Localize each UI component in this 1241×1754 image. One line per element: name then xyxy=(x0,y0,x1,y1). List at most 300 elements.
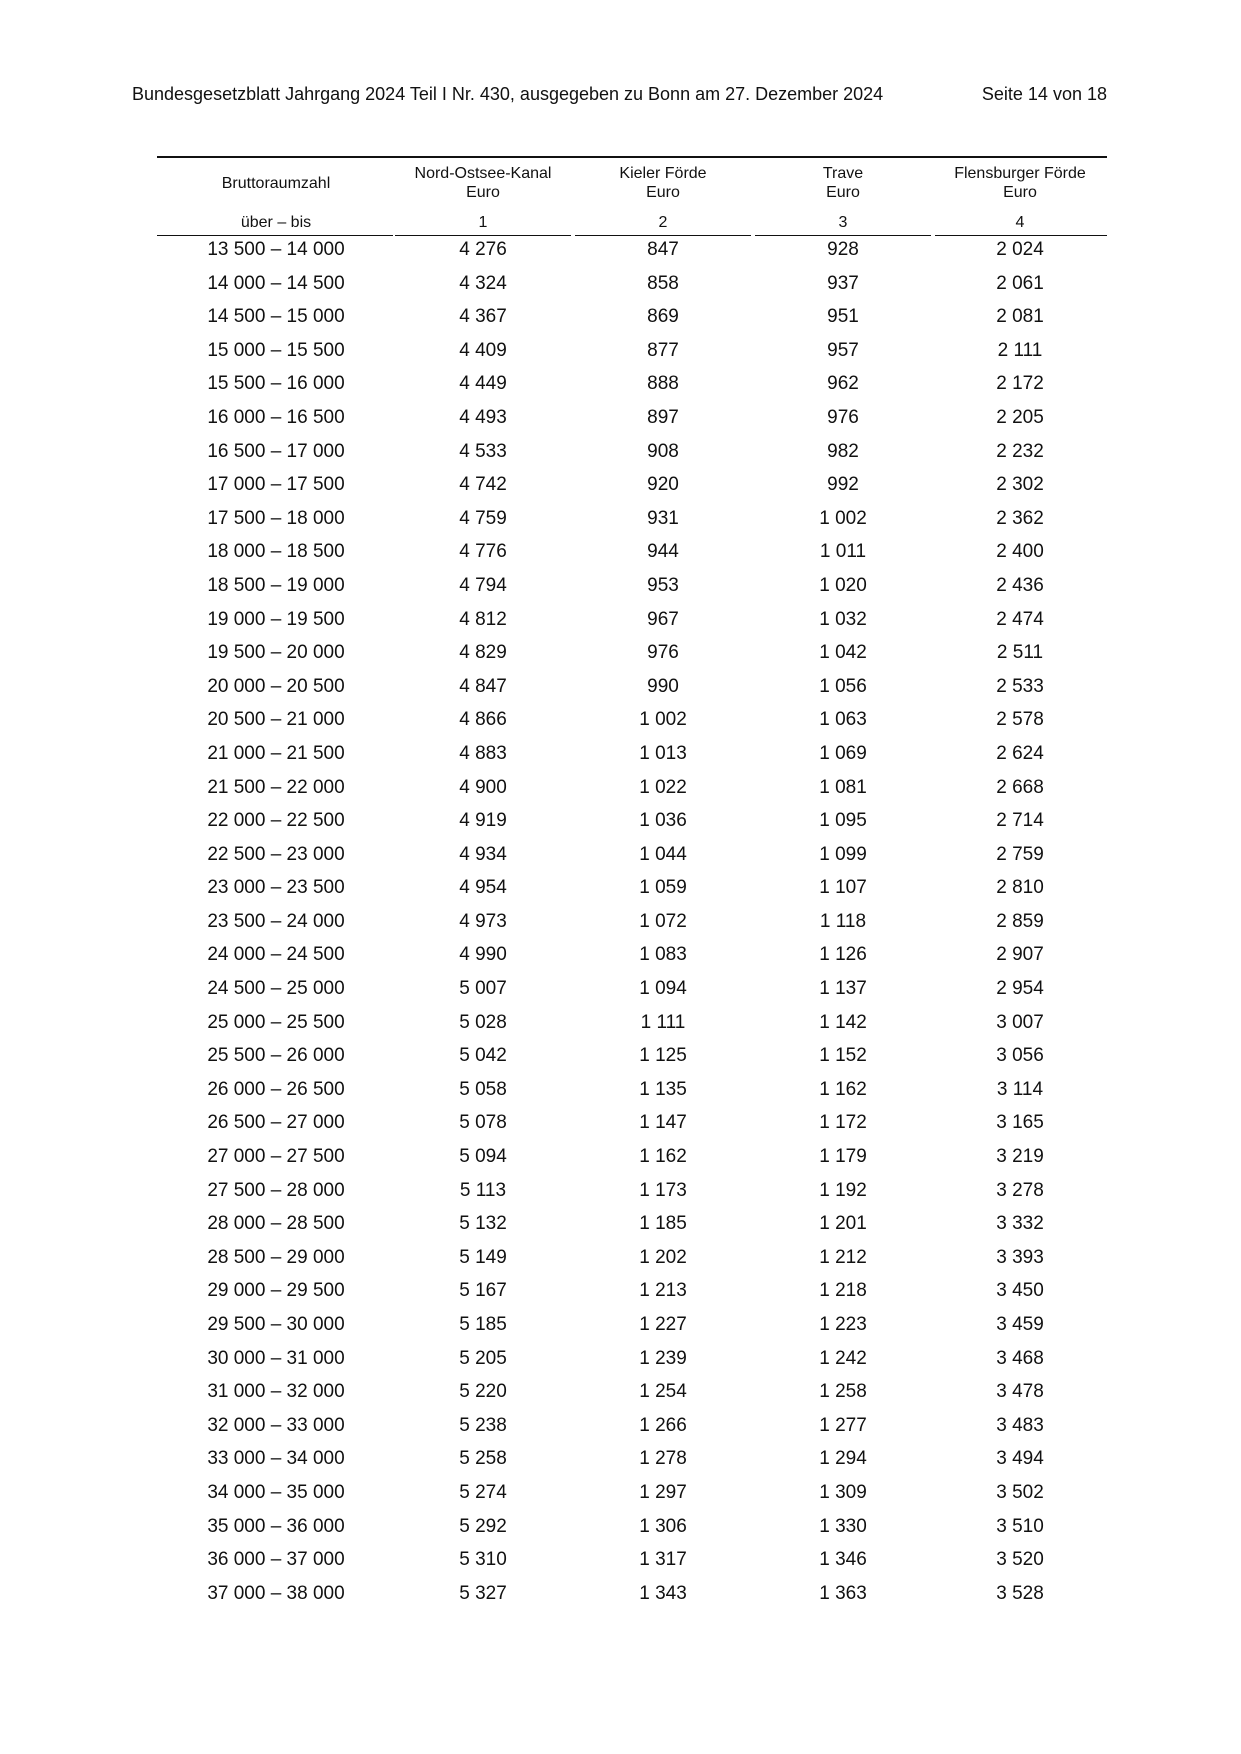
column-header-label: Kieler Förde xyxy=(619,165,707,182)
cell-flensburger-foerde-fee: 3 478 xyxy=(996,1381,1044,1403)
cell-value: 962 xyxy=(827,373,859,395)
cell-bruttoraumzahl-range: 24 000 – 24 500 xyxy=(207,944,345,966)
table-row xyxy=(157,777,1107,811)
cell-value: 967 xyxy=(647,608,679,630)
cell-value: 944 xyxy=(647,541,679,563)
cell-trave-fee xyxy=(753,1012,933,1034)
cell-kieler-foerde-fee xyxy=(573,844,753,866)
cell-bruttoraumzahl-range: 16 000 – 16 500 xyxy=(207,406,345,428)
header-rule xyxy=(575,235,751,236)
cell-trave-fee xyxy=(753,709,933,731)
cell-trave-fee xyxy=(753,777,933,799)
cell-value: 1 111 xyxy=(640,1011,686,1033)
cell-trave-fee xyxy=(753,1112,933,1134)
cell-value: 1 107 xyxy=(819,877,867,899)
cell-kieler-foerde-fee xyxy=(573,373,753,395)
cell-trave-fee xyxy=(753,844,933,866)
cell-trave-fee xyxy=(753,1180,933,1202)
cell-value: 1 294 xyxy=(819,1448,867,1470)
cell-kieler-foerde-fee xyxy=(573,1112,753,1134)
cell-flensburger-foerde-fee: 3 510 xyxy=(996,1515,1044,1537)
cell-kieler-foerde-fee xyxy=(573,1516,753,1538)
cell-bruttoraumzahl-range: 21 500 – 22 000 xyxy=(207,776,345,798)
cell-kieler-foerde-fee xyxy=(573,743,753,765)
cell-kieler-foerde-fee xyxy=(573,1415,753,1437)
cell-nord-ostsee-kanal-fee: 4 776 xyxy=(459,541,507,563)
cell-trave-fee xyxy=(753,1448,933,1470)
cell-value: 1 126 xyxy=(819,944,867,966)
cell-bruttoraumzahl-range: 16 500 – 17 000 xyxy=(207,440,345,462)
cell-value: 1 278 xyxy=(639,1448,687,1470)
cell-trave-fee xyxy=(753,306,933,328)
cell-trave-fee xyxy=(753,1482,933,1504)
cell-nord-ostsee-kanal-fee: 4 973 xyxy=(459,910,507,932)
cell-trave-fee xyxy=(753,407,933,429)
cell-bruttoraumzahl-range: 14 000 – 14 500 xyxy=(207,272,345,294)
cell-bruttoraumzahl-range: 28 500 – 29 000 xyxy=(207,1246,345,1268)
cell-flensburger-foerde-fee: 2 081 xyxy=(996,306,1044,328)
cell-kieler-foerde-fee xyxy=(573,1549,753,1571)
cell-nord-ostsee-kanal-fee: 4 883 xyxy=(459,742,507,764)
cell-bruttoraumzahl-range: 21 000 – 21 500 xyxy=(207,742,345,764)
cell-trave-fee xyxy=(753,1583,933,1605)
cell-kieler-foerde-fee xyxy=(573,877,753,899)
cell-nord-ostsee-kanal-fee: 5 310 xyxy=(459,1549,507,1571)
cell-nord-ostsee-kanal-fee: 5 238 xyxy=(459,1414,507,1436)
cell-value: 920 xyxy=(647,474,679,496)
cell-nord-ostsee-kanal-fee: 5 078 xyxy=(459,1112,507,1134)
cell-flensburger-foerde-fee: 2 714 xyxy=(996,810,1044,832)
cell-value: 1 306 xyxy=(639,1515,687,1537)
table-row xyxy=(157,1247,1107,1281)
cell-bruttoraumzahl-range: 18 000 – 18 500 xyxy=(207,541,345,563)
cell-trave-fee xyxy=(753,1549,933,1571)
cell-flensburger-foerde-fee: 2 362 xyxy=(996,507,1044,529)
cell-nord-ostsee-kanal-fee: 4 276 xyxy=(459,239,507,260)
cell-value: 1 346 xyxy=(819,1549,867,1571)
cell-value: 1 254 xyxy=(639,1381,687,1403)
cell-flensburger-foerde-fee: 2 511 xyxy=(996,642,1044,664)
cell-value: 1 059 xyxy=(639,877,687,899)
cell-bruttoraumzahl-range: 13 500 – 14 000 xyxy=(207,239,345,260)
cell-value: 1 142 xyxy=(819,1011,867,1033)
cell-value: 1 002 xyxy=(639,709,687,731)
cell-trave-fee xyxy=(753,609,933,631)
table-row xyxy=(157,1348,1107,1382)
cell-value: 1 094 xyxy=(639,978,687,1000)
cell-flensburger-foerde-fee: 2 232 xyxy=(996,440,1044,462)
cell-value: 1 044 xyxy=(639,843,687,865)
table-row xyxy=(157,306,1107,340)
cell-value: 1 317 xyxy=(639,1549,687,1571)
cell-bruttoraumzahl-range: 19 000 – 19 500 xyxy=(207,608,345,630)
cell-nord-ostsee-kanal-fee: 4 812 xyxy=(459,608,507,630)
cell-kieler-foerde-fee xyxy=(573,1012,753,1034)
column-subheader-number: 3 xyxy=(838,214,848,231)
cell-bruttoraumzahl-range: 18 500 – 19 000 xyxy=(207,574,345,596)
cell-kieler-foerde-fee xyxy=(573,541,753,563)
cell-value: 1 343 xyxy=(639,1582,687,1604)
table-row xyxy=(157,676,1107,710)
cell-nord-ostsee-kanal-fee: 4 934 xyxy=(459,843,507,865)
cell-bruttoraumzahl-range: 25 000 – 25 500 xyxy=(207,1011,345,1033)
table-row xyxy=(157,1180,1107,1214)
cell-value: 1 056 xyxy=(819,675,867,697)
column-header-unit: Euro xyxy=(646,184,680,201)
cell-nord-ostsee-kanal-fee: 5 274 xyxy=(459,1481,507,1503)
cell-nord-ostsee-kanal-fee: 5 185 xyxy=(459,1314,507,1335)
cell-trave-fee xyxy=(753,541,933,563)
cell-nord-ostsee-kanal-fee: 4 919 xyxy=(459,810,507,832)
table-row xyxy=(157,944,1107,978)
column-subheader-range: über – bis xyxy=(240,214,312,231)
cell-nord-ostsee-kanal-fee: 4 324 xyxy=(459,272,507,294)
cell-kieler-foerde-fee xyxy=(573,273,753,295)
cell-bruttoraumzahl-range: 15 500 – 16 000 xyxy=(207,373,345,395)
cell-nord-ostsee-kanal-fee: 4 759 xyxy=(459,507,507,529)
cell-bruttoraumzahl-range: 27 000 – 27 500 xyxy=(207,1146,345,1168)
cell-flensburger-foerde-fee: 3 114 xyxy=(996,1078,1044,1100)
cell-bruttoraumzahl-range: 22 500 – 23 000 xyxy=(207,843,345,865)
table-row xyxy=(157,1314,1107,1348)
column-header-bruttoraumzahl: Bruttoraumzahl xyxy=(221,175,331,192)
cell-bruttoraumzahl-range: 33 000 – 34 000 xyxy=(207,1448,345,1470)
cell-nord-ostsee-kanal-fee: 4 367 xyxy=(459,306,507,328)
cell-kieler-foerde-fee xyxy=(573,340,753,362)
cell-value: 1 069 xyxy=(819,742,867,764)
table-row xyxy=(157,1079,1107,1113)
cell-nord-ostsee-kanal-fee: 5 149 xyxy=(459,1246,507,1268)
cell-value: 888 xyxy=(647,373,679,395)
table-row xyxy=(157,978,1107,1012)
cell-kieler-foerde-fee xyxy=(573,1079,753,1101)
cell-nord-ostsee-kanal-fee: 4 794 xyxy=(459,574,507,596)
table-row xyxy=(157,575,1107,609)
cell-value: 1 162 xyxy=(819,1078,867,1100)
cell-flensburger-foerde-fee: 3 494 xyxy=(996,1448,1044,1470)
cell-value: 1 213 xyxy=(639,1280,687,1302)
cell-value: 931 xyxy=(647,507,679,529)
cell-flensburger-foerde-fee: 2 759 xyxy=(996,843,1044,865)
cell-nord-ostsee-kanal-fee: 5 292 xyxy=(459,1515,507,1537)
cell-value: 1 212 xyxy=(819,1246,867,1268)
cell-flensburger-foerde-fee: 2 668 xyxy=(996,776,1044,798)
cell-value: 953 xyxy=(647,574,679,596)
column-header-label: Nord-Ostsee-Kanal xyxy=(414,165,552,182)
table-row xyxy=(157,1112,1107,1146)
cell-kieler-foerde-fee xyxy=(573,508,753,530)
cell-bruttoraumzahl-range: 17 000 – 17 500 xyxy=(207,474,345,496)
cell-value: 1 152 xyxy=(819,1045,867,1067)
cell-value: 877 xyxy=(647,339,679,361)
cell-nord-ostsee-kanal-fee: 5 094 xyxy=(459,1146,507,1168)
table-row xyxy=(157,407,1107,441)
cell-nord-ostsee-kanal-fee: 5 042 xyxy=(459,1045,507,1067)
table-row xyxy=(157,1415,1107,1449)
cell-trave-fee xyxy=(753,1146,933,1168)
cell-flensburger-foerde-fee: 2 624 xyxy=(996,742,1044,764)
cell-trave-fee xyxy=(753,911,933,933)
cell-value: 951 xyxy=(827,306,859,328)
column-subheader-number: 1 xyxy=(478,214,488,231)
cell-trave-fee xyxy=(753,743,933,765)
cell-bruttoraumzahl-range: 23 500 – 24 000 xyxy=(207,910,345,932)
cell-trave-fee xyxy=(753,373,933,395)
cell-value: 1 363 xyxy=(819,1582,867,1604)
cell-value: 976 xyxy=(827,406,859,428)
document-title: Bundesgesetzblatt Jahrgang 2024 Teil I Nr. 430, ausgegeben zu Bonn am 27. Dezember 2024 xyxy=(132,84,884,104)
cell-kieler-foerde-fee xyxy=(573,911,753,933)
cell-value: 976 xyxy=(647,642,679,664)
cell-bruttoraumzahl-range: 17 500 – 18 000 xyxy=(207,507,345,529)
cell-bruttoraumzahl-range: 37 000 – 38 000 xyxy=(207,1582,345,1604)
cell-kieler-foerde-fee xyxy=(573,1280,753,1302)
table-row xyxy=(157,844,1107,878)
table-top-rule xyxy=(157,156,1107,158)
cell-trave-fee xyxy=(753,441,933,463)
cell-flensburger-foerde-fee: 3 502 xyxy=(996,1481,1044,1503)
cell-flensburger-foerde-fee: 3 278 xyxy=(996,1179,1044,1201)
cell-nord-ostsee-kanal-fee: 5 058 xyxy=(459,1078,507,1100)
cell-value: 1 013 xyxy=(639,742,687,764)
cell-trave-fee xyxy=(753,340,933,362)
cell-kieler-foerde-fee xyxy=(573,978,753,1000)
cell-flensburger-foerde-fee: 3 468 xyxy=(996,1347,1044,1369)
cell-trave-fee xyxy=(753,474,933,496)
cell-value: 1 020 xyxy=(819,574,867,596)
table-row xyxy=(157,508,1107,542)
cell-bruttoraumzahl-range: 23 000 – 23 500 xyxy=(207,877,345,899)
cell-value: 1 223 xyxy=(819,1314,867,1335)
cell-trave-fee xyxy=(753,877,933,899)
cell-value: 1 063 xyxy=(819,709,867,731)
cell-kieler-foerde-fee xyxy=(573,306,753,328)
cell-kieler-foerde-fee xyxy=(573,810,753,832)
column-header-flensburger-foerde xyxy=(933,164,1107,202)
cell-bruttoraumzahl-range: 20 500 – 21 000 xyxy=(207,709,345,731)
table-row xyxy=(157,709,1107,743)
cell-kieler-foerde-fee xyxy=(573,1213,753,1235)
cell-nord-ostsee-kanal-fee: 5 327 xyxy=(459,1582,507,1604)
cell-value: 1 125 xyxy=(639,1045,687,1067)
cell-trave-fee xyxy=(753,508,933,530)
cell-nord-ostsee-kanal-fee: 4 900 xyxy=(459,776,507,798)
cell-flensburger-foerde-fee: 2 302 xyxy=(996,474,1044,496)
cell-flensburger-foerde-fee: 2 533 xyxy=(996,675,1044,697)
table-row xyxy=(157,340,1107,374)
column-header-unit: Euro xyxy=(1003,184,1037,201)
table-row xyxy=(157,273,1107,307)
cell-value: 1 042 xyxy=(819,642,867,664)
column-header-unit: Euro xyxy=(466,184,500,201)
cell-trave-fee xyxy=(753,239,933,261)
cell-value: 990 xyxy=(647,675,679,697)
cell-bruttoraumzahl-range: 32 000 – 33 000 xyxy=(207,1414,345,1436)
table-row xyxy=(157,609,1107,643)
column-header-trave xyxy=(753,164,933,202)
cell-value: 1 118 xyxy=(819,910,867,932)
header-rule xyxy=(755,235,931,236)
cell-value: 1 192 xyxy=(819,1179,867,1201)
cell-bruttoraumzahl-range: 29 500 – 30 000 xyxy=(207,1314,345,1335)
header-rule xyxy=(395,235,571,236)
cell-bruttoraumzahl-range: 14 500 – 15 000 xyxy=(207,306,345,328)
table-row xyxy=(157,1146,1107,1180)
cell-flensburger-foerde-fee: 3 528 xyxy=(996,1582,1044,1604)
cell-kieler-foerde-fee xyxy=(573,1381,753,1403)
cell-value: 1 242 xyxy=(819,1347,867,1369)
cell-kieler-foerde-fee xyxy=(573,642,753,664)
table-row xyxy=(157,239,1107,273)
cell-value: 897 xyxy=(647,406,679,428)
cell-value: 1 309 xyxy=(819,1481,867,1503)
cell-trave-fee xyxy=(753,273,933,295)
cell-value: 1 162 xyxy=(639,1146,687,1168)
cell-trave-fee xyxy=(753,642,933,664)
cell-kieler-foerde-fee xyxy=(573,1146,753,1168)
cell-flensburger-foerde-fee: 3 007 xyxy=(996,1011,1044,1033)
table-row xyxy=(157,373,1107,407)
cell-nord-ostsee-kanal-fee: 4 742 xyxy=(459,474,507,496)
cell-nord-ostsee-kanal-fee: 5 007 xyxy=(459,978,507,1000)
cell-kieler-foerde-fee xyxy=(573,441,753,463)
cell-flensburger-foerde-fee: 3 165 xyxy=(996,1112,1044,1134)
cell-nord-ostsee-kanal-fee: 5 132 xyxy=(459,1213,507,1235)
cell-trave-fee xyxy=(753,1381,933,1403)
table-row xyxy=(157,911,1107,945)
cell-trave-fee xyxy=(753,575,933,597)
table-row xyxy=(157,743,1107,777)
column-subheader-number: 4 xyxy=(1015,214,1025,231)
cell-kieler-foerde-fee xyxy=(573,1314,753,1336)
table-body xyxy=(157,239,1107,1616)
cell-trave-fee xyxy=(753,1415,933,1437)
cell-value: 982 xyxy=(827,440,859,462)
cell-value: 1 277 xyxy=(819,1414,867,1436)
cell-kieler-foerde-fee xyxy=(573,1583,753,1605)
cell-value: 992 xyxy=(827,474,859,496)
cell-kieler-foerde-fee xyxy=(573,676,753,698)
cell-value: 869 xyxy=(647,306,679,328)
cell-flensburger-foerde-fee: 3 459 xyxy=(996,1314,1044,1335)
cell-bruttoraumzahl-range: 31 000 – 32 000 xyxy=(207,1381,345,1403)
cell-value: 1 036 xyxy=(639,810,687,832)
cell-trave-fee xyxy=(753,810,933,832)
cell-value: 1 072 xyxy=(639,910,687,932)
cell-value: 1 083 xyxy=(639,944,687,966)
cell-bruttoraumzahl-range: 26 000 – 26 500 xyxy=(207,1078,345,1100)
cell-value: 1 266 xyxy=(639,1414,687,1436)
cell-value: 1 137 xyxy=(819,978,867,1000)
cell-bruttoraumzahl-range: 25 500 – 26 000 xyxy=(207,1045,345,1067)
cell-kieler-foerde-fee xyxy=(573,1348,753,1370)
table-row xyxy=(157,441,1107,475)
cell-nord-ostsee-kanal-fee: 4 493 xyxy=(459,406,507,428)
cell-value: 1 022 xyxy=(639,776,687,798)
cell-flensburger-foerde-fee: 2 111 xyxy=(997,339,1043,361)
cell-bruttoraumzahl-range: 20 000 – 20 500 xyxy=(207,675,345,697)
cell-value: 937 xyxy=(827,272,859,294)
cell-bruttoraumzahl-range: 29 000 – 29 500 xyxy=(207,1280,345,1302)
cell-kieler-foerde-fee xyxy=(573,474,753,496)
cell-bruttoraumzahl-range: 35 000 – 36 000 xyxy=(207,1515,345,1537)
header-rule xyxy=(157,235,393,236)
cell-value: 1 330 xyxy=(819,1515,867,1537)
cell-value: 847 xyxy=(647,239,679,260)
cell-flensburger-foerde-fee: 2 907 xyxy=(996,944,1044,966)
page-header xyxy=(132,82,1107,106)
table-row xyxy=(157,1012,1107,1046)
cell-trave-fee xyxy=(753,978,933,1000)
table-row xyxy=(157,1381,1107,1415)
cell-value: 1 239 xyxy=(639,1347,687,1369)
cell-nord-ostsee-kanal-fee: 4 866 xyxy=(459,709,507,731)
column-header-unit: Euro xyxy=(826,184,860,201)
cell-value: 1 218 xyxy=(819,1280,867,1302)
cell-trave-fee xyxy=(753,1045,933,1067)
cell-nord-ostsee-kanal-fee: 5 028 xyxy=(459,1011,507,1033)
cell-value: 957 xyxy=(827,339,859,361)
cell-nord-ostsee-kanal-fee: 5 205 xyxy=(459,1347,507,1369)
cell-value: 1 147 xyxy=(639,1112,687,1134)
cell-trave-fee xyxy=(753,1348,933,1370)
cell-flensburger-foerde-fee: 2 205 xyxy=(996,406,1044,428)
cell-nord-ostsee-kanal-fee: 4 990 xyxy=(459,944,507,966)
cell-trave-fee xyxy=(753,1247,933,1269)
cell-trave-fee xyxy=(753,676,933,698)
table-row xyxy=(157,1516,1107,1550)
cell-bruttoraumzahl-range: 15 000 – 15 500 xyxy=(207,339,345,361)
table-row xyxy=(157,642,1107,676)
cell-value: 1 081 xyxy=(819,776,867,798)
cell-kieler-foerde-fee xyxy=(573,709,753,731)
cell-flensburger-foerde-fee: 2 859 xyxy=(996,910,1044,932)
cell-flensburger-foerde-fee: 3 483 xyxy=(996,1414,1044,1436)
cell-trave-fee xyxy=(753,1314,933,1336)
cell-bruttoraumzahl-range: 34 000 – 35 000 xyxy=(207,1481,345,1503)
page-number: Seite 14 von 18 xyxy=(981,84,1107,104)
cell-value: 908 xyxy=(647,440,679,462)
table-row xyxy=(157,1045,1107,1079)
cell-kieler-foerde-fee xyxy=(573,1482,753,1504)
cell-flensburger-foerde-fee: 2 172 xyxy=(996,373,1044,395)
cell-value: 1 173 xyxy=(639,1179,687,1201)
cell-kieler-foerde-fee xyxy=(573,944,753,966)
cell-nord-ostsee-kanal-fee: 5 113 xyxy=(459,1179,507,1201)
cell-nord-ostsee-kanal-fee: 5 167 xyxy=(459,1280,507,1302)
cell-value: 1 032 xyxy=(819,608,867,630)
cell-kieler-foerde-fee xyxy=(573,407,753,429)
cell-value: 1 099 xyxy=(819,843,867,865)
cell-value: 1 297 xyxy=(639,1481,687,1503)
cell-bruttoraumzahl-range: 30 000 – 31 000 xyxy=(207,1347,345,1369)
cell-value: 1 201 xyxy=(819,1213,867,1235)
cell-bruttoraumzahl-range: 26 500 – 27 000 xyxy=(207,1112,345,1134)
cell-trave-fee xyxy=(753,1213,933,1235)
cell-flensburger-foerde-fee: 3 056 xyxy=(996,1045,1044,1067)
cell-flensburger-foerde-fee: 2 954 xyxy=(996,978,1044,1000)
cell-kieler-foerde-fee xyxy=(573,1180,753,1202)
cell-bruttoraumzahl-range: 22 000 – 22 500 xyxy=(207,810,345,832)
cell-flensburger-foerde-fee: 3 393 xyxy=(996,1246,1044,1268)
cell-kieler-foerde-fee xyxy=(573,1247,753,1269)
cell-nord-ostsee-kanal-fee: 4 409 xyxy=(459,339,507,361)
cell-flensburger-foerde-fee: 2 024 xyxy=(996,239,1044,260)
cell-value: 1 185 xyxy=(639,1213,687,1235)
cell-flensburger-foerde-fee: 2 474 xyxy=(996,608,1044,630)
cell-flensburger-foerde-fee: 3 219 xyxy=(996,1146,1044,1168)
table-row xyxy=(157,1583,1107,1617)
